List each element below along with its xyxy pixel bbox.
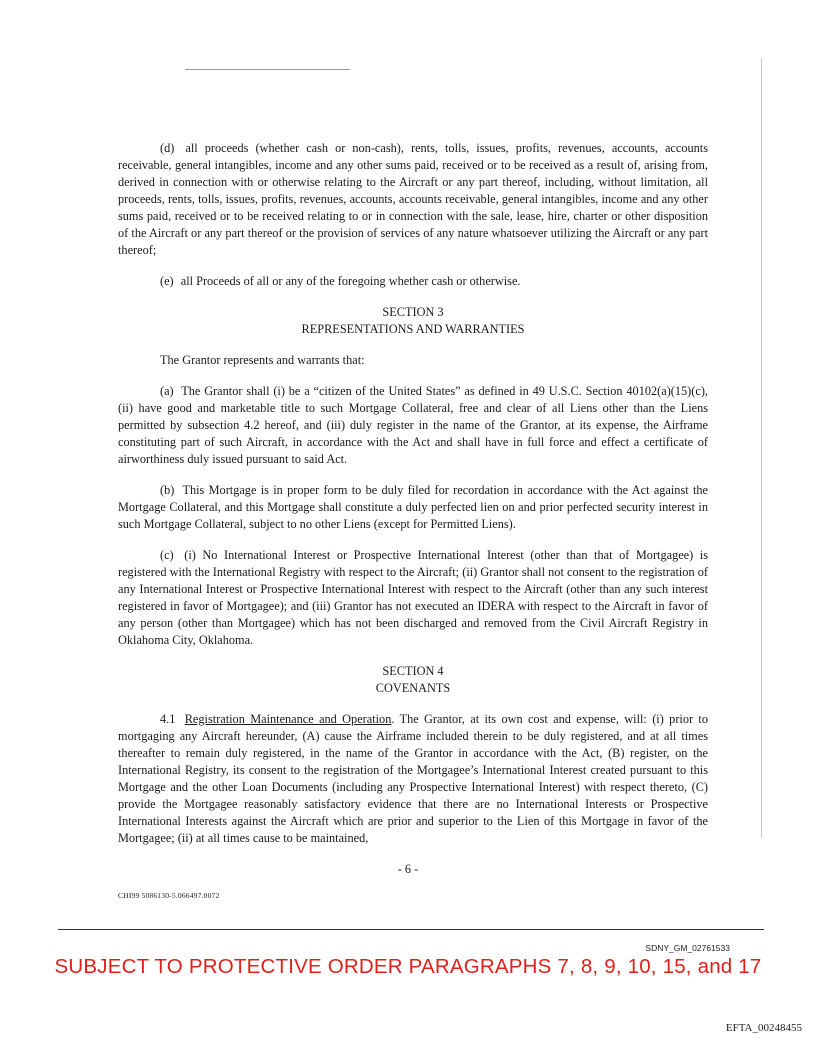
paragraph-3a: [118, 383, 708, 468]
scan-edge-line: [761, 58, 762, 838]
section-number: SECTION 3: [382, 305, 444, 319]
bates-number: SDNY_GM_02761533: [645, 943, 730, 953]
paragraph-label: (d): [160, 141, 175, 155]
section-title: REPRESENTATIONS AND WARRANTIES: [301, 322, 525, 336]
paragraph-text: all Proceeds of all or any of the foregoing whether cash or otherwise.: [180, 274, 521, 288]
paragraph-heading: Registration Maintenance and Operation: [184, 712, 392, 726]
paragraph-text: (i) No International Interest or Prospective International Interest (other than that of Mortgagee) is registered with the International Registry with respect to the Aircraft; (ii) Grantor shall not consent to the registration of any International Interest or Prospective International Interest with respect to the Aircraft (other than any such interest registered in favor of Mortgagee); and (iii) Grantor has not executed an IDERA with respect to the Aircraft in favor of any person (other than Mortgagee) which has not been discharged and removed from the Civil Aircraft Registry in Oklahoma City, Oklahoma.: [118, 548, 709, 647]
document-body: [118, 140, 708, 861]
paragraph-label: (b): [160, 483, 175, 497]
efta-number: EFTA_00248455: [725, 1022, 802, 1034]
paragraph-text: . The Grantor, at its own cost and expense, will: (i) prior to mortgaging any Aircraft hereunder, (A) cause the Airframe included therein to be duly registered, and at all times thereafter to remain duly registered, in the name of the Grantor in accordance with the Act, (B) register, on the International Registry, its consent to the registration of the Mortgagee’s International Interest created pursuant to this Mortgage and the other Loan Documents (including any Prospective International Interest) with respect thereto, (C) provide the Mortgagee reasonably satisfactory evidence that there are no International Interests or Prospective International Interests against the Aircraft which are prior and superior to the Lien of this Mortgage in favor of the Mortgagee; (ii) at all times cause to be maintained,: [118, 712, 708, 845]
paragraph-4-1: [118, 711, 708, 847]
protective-order-banner: SUBJECT TO PROTECTIVE ORDER PARAGRAPHS 7, 8, 9, 10, 15, and 17: [54, 955, 762, 978]
paragraph-text: The Grantor shall (i) be a “citizen of the United States” as defined in 49 U.S.C. Section 40102(a)(15)(c), (ii) have good and marketable title to such Mortgage Collateral, free and clear of all Liens other than the Liens permitted by subsection 4.2 hereof, and (iii) duly register in the name of the Grantor, at its expense, the Airframe constituting part of such Aircraft, in accordance with the Act and shall have in full force and effect a certificate of airworthiness duly issued pursuant to said Act.: [118, 384, 708, 466]
paragraph-text: This Mortgage is in proper form to be duly filed for recordation in accordance with the Act against the Mortgage Collateral, and this Mortgage shall constitute a duly perfected lien on and prior perfected security interest in such Mortgage Collateral, subject to no other Liens (except for Permitted Liens).: [118, 483, 708, 531]
paragraph-label: (e): [160, 274, 174, 288]
section-3-intro: The Grantor represents and warrants that:: [160, 353, 365, 367]
section-3-heading: [118, 304, 708, 338]
section-number: SECTION 4: [382, 664, 444, 678]
paragraph-text: all proceeds (whether cash or non-cash), rents, tolls, issues, profits, revenues, accounts, accounts receivable, general intangibles, income and any other sums paid, received or to be received as a result of, arising from, derived in connection with or otherwise relating to the Aircraft or any part thereof, including, without limitation, all proceeds, rents, tolls, issues, profits, revenues, accounts, accounts receivable, general intangibles, income and any other sums paid, received or to be received relating to or in connection with the sale, lease, hire, charter or other disposition of the Aircraft or any part thereof or the provision of services of any nature whatsoever utilizing the Aircraft or any part thereof;: [118, 141, 708, 257]
paragraph-e: [118, 273, 708, 290]
page-number: - 6 -: [397, 862, 419, 876]
paragraph-3c: [118, 547, 708, 649]
paragraph-label: (c): [160, 548, 174, 562]
paragraph-number: 4.1: [160, 712, 176, 726]
scan-artifact-mark: [185, 69, 350, 70]
document-id: CHI99 5086130-5.066497.0072: [118, 891, 220, 900]
section-title: COVENANTS: [375, 681, 451, 695]
footer-rule: [58, 929, 764, 930]
paragraph-3b: [118, 482, 708, 533]
section-4-heading: [118, 663, 708, 697]
paragraph-label: (a): [160, 384, 174, 398]
paragraph-d: [118, 140, 708, 259]
